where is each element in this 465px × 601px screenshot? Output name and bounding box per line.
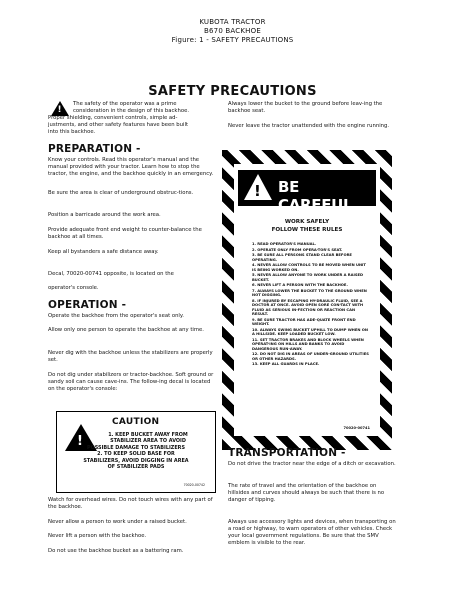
header-line-1: KUBOTA TRACTOR	[199, 18, 266, 26]
transportation-p1: Do not drive the tractor near the edge of a ditch or excavation.	[228, 461, 396, 467]
rule-item: 13. KEEP ALL GUARDS IN PLACE.	[252, 362, 320, 366]
rule-item: 8. IF INJURED BY ESCAPING HY-DRAULIC FLUID, SEE A DOCTOR AT ONCE. AVOID OPEN SORE CON-TACT WITH FLUID AS SERIOUS IN-FECTION OR REACTION CAN RESULT.	[252, 298, 364, 316]
transportation-p3: Always use accessory lights and devices, when transporting on a road or highway, to warn operators of other vehicles. Check your local government regulations. Be sure that the SMV emblem is visible to the rear.	[228, 519, 396, 546]
follow-rules-heading: FOLLOW THESE RULES	[271, 227, 343, 233]
operation-p1: Operate the backhoe from the operator's seat only.	[48, 313, 184, 319]
rule-item: 11. SET TRACTOR BRAKES AND BLOCK WHEELS WHEN OPERAT-ING ON HILLS AND BANKS TO AVOID DANGEROUS RUN-AWAY.	[252, 337, 364, 351]
intro-first-line: The safety of the operator was a prime	[73, 101, 177, 107]
caution-body	[61, 432, 211, 470]
exclamation-icon: !	[254, 182, 261, 200]
sign-panel	[234, 164, 380, 436]
caution-line-3: POSSIBLE DAMAGE TO STABILIZERS	[87, 444, 185, 451]
caution-heading: CAUTION	[112, 417, 160, 427]
right-top-p1: Always lower the bucket to the ground before leav-ing the backhoe seat.	[228, 101, 383, 114]
left-bottom-p3: Never lift a person with the backhoe.	[48, 533, 147, 539]
rule-item: 5. NEVER ALLOW ANYONE TO WORK UNDER A RAISED BUCKET.	[252, 273, 364, 282]
transportation-p2: The rate of travel and the orientation of the backhoe on hillsides and curves should always be such that there is no danger of tipping.	[228, 483, 385, 503]
caution-line-4: 2. TO KEEP SOLID BASE FOR	[97, 451, 175, 458]
rule-item: 10. ALWAYS SWING BUCKET UPHILL TO DUMP WHEN ON A HILLSIDE. KEEP LOADED BUCKET LOW.	[252, 327, 368, 336]
be-careful-text: BE CAREFUL	[278, 178, 353, 214]
rule-item: 2. OPERATE ONLY FROM OPERA-TOR'S SEAT.	[252, 247, 343, 252]
preparation-p4: Provide adequate front end weight to counter-balance the backhoe at all times.	[48, 227, 202, 240]
preparation-p6b: operator's console.	[48, 285, 99, 291]
rule-item: 12. DO NOT DIG IN AREAS OF UNDER-GROUND UTILITIES OR OTHER HAZARDS.	[252, 352, 369, 361]
preparation-p3: Position a barricade around the work area.	[48, 212, 161, 218]
caution-line-1: 1. KEEP BUCKET AWAY FROM	[108, 432, 188, 438]
intro-line-3: Proper shielding, convenient controls, simple ad-	[48, 115, 178, 121]
operation-p3: Never dig with the backhoe unless the stabilizers are properly set.	[48, 350, 213, 363]
exclamation-icon: !	[57, 105, 62, 115]
right-top-p2: Never leave the tractor unattended with the engine running.	[228, 123, 390, 129]
be-careful-sign	[222, 150, 392, 450]
operation-p4: Do not dig under stabilizers or tractor-backhoe. Soft ground or sandy soil can cause cave-ins. The follow-ing decal is located on the operator's console:	[48, 372, 214, 392]
preparation-p5: Keep all bystanders a safe distance away.	[48, 249, 159, 255]
operation-heading: OPERATION -	[48, 299, 127, 311]
header-line-2: B670 BACKHOE	[204, 27, 261, 35]
rule-item: 7. ALWAYS LOWER THE BUCKET TO THE GROUND WHEN NOT DIGGING.	[252, 288, 367, 297]
preparation-p6a: Decal, 70020-00741 opposite, is located on the	[48, 271, 174, 277]
work-safely-heading: WORK SAFELY	[284, 219, 330, 225]
left-bottom-p1: Watch for overhead wires. Do not touch wires with any part of the backhoe.	[48, 497, 213, 510]
left-bottom-p2: Never allow a person to work under a raised bucket.	[48, 519, 187, 525]
preparation-heading: PREPARATION -	[48, 143, 141, 155]
caution-line-5: STABILIZERS, AVOID DIGGING IN AREA	[83, 457, 189, 464]
sign-code: 70020-00741	[343, 426, 370, 430]
page-title: SAFETY PRECAUTIONS	[148, 84, 317, 99]
intro-line-2: consideration in the design of this backhoe.	[73, 108, 190, 114]
intro-line-5: into this backhoe.	[48, 129, 96, 135]
operation-p2: Allow only one person to operate the backhoe at any time.	[48, 327, 204, 333]
preparation-p2: Be sure the area is clear of underground obstruc-tions.	[48, 190, 194, 196]
rule-item: 6. NEVER LIFT A PERSON WITH THE BACKHOE.	[252, 283, 348, 287]
be-careful-banner	[238, 170, 376, 214]
preparation-p1: Know your controls. Read this operator's manual and the manual provided with your tractor. Learn how to stop the tractor, the engine, and the backhoe quickly in an emergency.	[48, 157, 214, 177]
transportation-heading: TRANSPORTATION -	[228, 447, 346, 459]
caution-decal	[56, 411, 216, 493]
caution-exclamation-icon: !	[77, 434, 83, 449]
caution-line-6: OF STABILIZER PADS	[107, 464, 165, 471]
caution-line-2: STABILIZER AREA TO AVOID	[110, 438, 186, 445]
rule-item: 4. NEVER ALLOW CONTROLS TO BE MOVED WHEN UNIT IS BEING WORKED ON.	[252, 263, 366, 272]
safety-rules-list	[252, 242, 370, 368]
header-line-3: Figure: 1 - SAFETY PRECAUTIONS	[171, 36, 294, 44]
rule-item: 1. READ OPERATOR'S MANUAL.	[252, 242, 317, 246]
rule-item: 9. BE SURE TRACTOR HAS ADE-QUATE FRONT END WEIGHT.	[252, 317, 356, 326]
rule-item: 3. BE SURE ALL PERSONS STAND CLEAR BEFORE OPERATING.	[252, 253, 352, 262]
intro-line-4: justments, and other safety features have been built	[48, 122, 189, 128]
caution-code: 70020-00742	[183, 483, 205, 487]
left-bottom-p4: Do not use the backhoe bucket as a battering ram.	[48, 548, 184, 554]
